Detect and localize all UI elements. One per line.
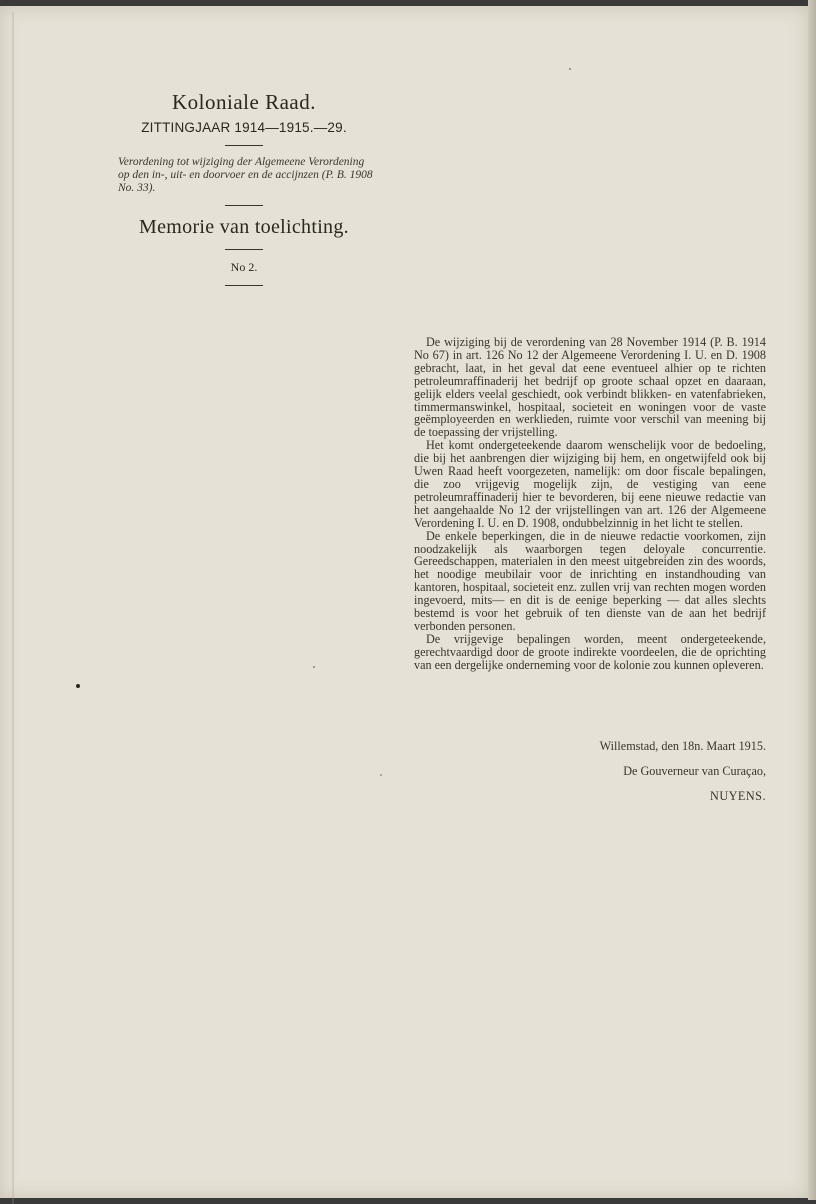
ink-speck xyxy=(313,666,315,668)
place-date: Willemstad, den 18n. Maart 1915. xyxy=(599,739,766,753)
memo-body xyxy=(414,336,766,672)
paragraph: De wijziging bij de verordening van 28 November 1914 (P. B. 1914 No 67) in art. 126 No 12 der Algemeene Verordening I. U. en D. 1908 gebracht, laat, in het geval dat eene eventueel alhier op te richten petroleumraffinaderij het bedrijf op groote schaal opzet en daaraan, gelijk elders veelal geschiedt, ook verbindt blikken- en vatenfabrieken, timmermanswinkel, hospitaal, societeit en woningen voor de vaste geëmployeerden en werklieden, ruimte voor verschil van meening bij de toepassing der vrijstelling. xyxy=(414,335,766,440)
document-number: No 2. xyxy=(230,260,258,274)
paragraph: De enkele beperkingen, die in de nieuwe redactie voorkomen, zijn noodzakelijk als waarborgen tegen deloyale concurrentie. Gereedschappen, materialen in den meest uitgebreiden zin des woords, het noodige meubilair voor de inrichting en instandhouding van kantoren, hospitaal, societeit enz. zullen vrij van rechten mogen worden ingevoerd, mits— en dit is de eenige beperking — dat alles slechts bestemd is voor het gebruik of ten dienste van de aan het bedrijf verbonden personen. xyxy=(414,528,766,633)
council-title: Koloniale Raad. xyxy=(172,90,316,114)
divider xyxy=(225,249,263,250)
divider xyxy=(225,285,263,286)
ordinance-subject: Verordening tot wijziging der Algemeene Verordening op den in-, uit- en doorvoer en de accijnzen (P. B. 1908 No. 33). xyxy=(118,156,373,194)
ink-speck xyxy=(380,774,382,776)
ink-speck xyxy=(569,68,571,70)
document-header xyxy=(112,90,376,296)
divider xyxy=(225,145,263,146)
paragraph: Het komt ondergeteekende daarom wenschelijk voor de bedoeling, die bij het aanbrengen dier wijziging bij hem, en ongetwijfeld ook bij Uwen Raad heeft voorgezeten, namelijk: om door fiscale bepalingen, die zoo vrijgevig mogelijk zijn, de vestiging van eene petroleumraffinaderij hier te bevorderen, bij eene nieuwe redactie van het aangehaalde No 12 der vrijstellingen van art. 126 der Algemeene Verordening I. U. en D. 1908, ondubbelzinnig in het licht te stellen. xyxy=(414,438,766,530)
session-year: ZITTINGJAAR 1914—1915.—29. xyxy=(141,120,347,135)
signatory-title: De Gouverneur van Curaçao, xyxy=(623,764,766,778)
signatory-name: NUYENS. xyxy=(710,789,766,803)
paragraph: De vrijgevige bepalingen worden, meent ondergeteekende, gerechtvaardigd door de groote indirekte voordeelen, die de oprichting van een dergelijke onderneming voor de kolonie zou kunnen opleveren. xyxy=(414,631,766,672)
document-page xyxy=(0,6,808,1198)
memo-title: Memorie van toelichting. xyxy=(139,216,349,238)
divider xyxy=(225,205,263,206)
ink-speck xyxy=(76,684,80,688)
page-edge xyxy=(808,0,816,1200)
page-fold-line xyxy=(12,12,14,1204)
